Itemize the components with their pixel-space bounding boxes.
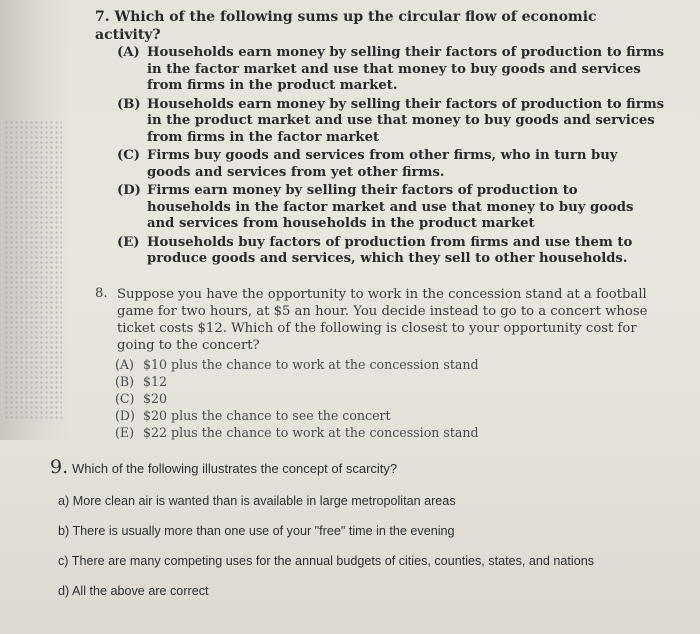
question-7-option-e — [117, 235, 665, 268]
option-letter: (E) — [117, 234, 140, 250]
question-9-option-a: a) More clean air is wanted than is available in large metropolitan areas — [58, 494, 456, 508]
option-letter: (B) — [117, 96, 141, 112]
option-text: Households buy factors of production from firms and use them to produce goods and services, which they sell to other households. — [147, 234, 633, 266]
option-text: Firms buy goods and services from other firms, who in turn buy goods and services from yet other firms. — [147, 148, 618, 180]
option-text: Households earn money by selling their factors of production to firms in the product market and use that money to buy goods and services from firms in the factor market — [147, 96, 665, 145]
option-text: Households earn money by selling their factors of production to firms in the factor market and use that money to buy goods and services from firms in the product market. — [147, 45, 665, 93]
question-7-option-a — [117, 45, 665, 95]
option-letter: (D) — [115, 408, 135, 423]
option-letter: (A) — [115, 357, 134, 372]
option-text: $20 plus the chance to see the concert — [143, 408, 391, 423]
option-letter: (B) — [115, 374, 135, 389]
question-8-number: 8. — [95, 286, 108, 301]
question-8 — [95, 286, 675, 441]
question-8-option-e — [115, 424, 675, 441]
question-8-text: Suppose you have the opportunity to work in the concession stand at a football game for two hours, at $5 an hour. You decide instead to go to a concert whose ticket costs $12. Which of the following is closest to your opportunity cost for going to the concert? — [117, 287, 648, 353]
page-binding-texture — [4, 120, 62, 420]
question-9 — [50, 456, 690, 600]
option-text: $22 plus the chance to work at the concession stand — [143, 425, 479, 440]
option-letter: (A) — [117, 45, 140, 60]
option-letter: (E) — [115, 425, 135, 440]
question-8-option-c — [115, 390, 675, 407]
option-text: $20 — [143, 391, 168, 406]
option-text: Firms earn money by selling their factors of production to households in the factor market and use that money to buy goods and services from households in the product market — [147, 183, 634, 231]
option-text: $10 plus the chance to work at the concession stand — [143, 357, 479, 372]
option-letter: (C) — [117, 148, 140, 163]
option-text: $12 — [143, 374, 168, 389]
question-9-option-b: b) There is usually more than one use of your "free" time in the evening — [58, 524, 455, 538]
question-9-number: 9. — [50, 456, 69, 478]
question-7 — [95, 8, 665, 270]
question-9-option-d: d) All the above are correct — [58, 584, 209, 598]
question-7-option-b — [117, 97, 665, 147]
question-8-options — [115, 356, 675, 441]
question-8-stem — [95, 286, 675, 354]
question-7-option-c — [117, 148, 665, 181]
question-7-stem — [95, 8, 665, 44]
question-9-option-c: c) There are many competing uses for the annual budgets of cities, counties, states, and nations — [58, 554, 595, 568]
question-8-option-a — [115, 356, 675, 373]
question-7-text: Which of the following sums up the circular flow of economic activity? — [95, 9, 597, 43]
option-letter: (C) — [115, 391, 135, 406]
question-8-option-d — [115, 407, 675, 424]
option-letter: (D) — [117, 183, 141, 198]
question-9-stem — [50, 456, 690, 478]
question-7-number: 7. — [95, 9, 110, 25]
question-9-text: Which of the following illustrates the concept of scarcity? — [72, 461, 398, 476]
question-7-option-d — [117, 183, 665, 233]
question-8-option-b — [115, 373, 675, 390]
